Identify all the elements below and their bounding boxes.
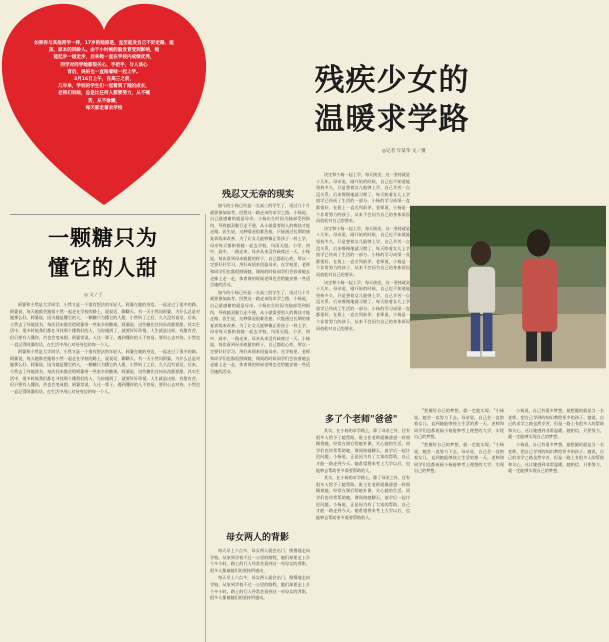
middle-column-body: 如今的小杨已经是一名高三的学生了，再过几个月就要参加高考。回想这一路走来的求学之路，小杨说，自己最感谢的就是母亲。小杨出生时因为脑部受到损伤，导致她双腿行走不便，从小就需要别人的搀扶才能走路。医生说，这种情况很难治愈，只能通过长期的康复训练来改善。为了让女儿能够像正常孩子一样上学，母亲每天都陪着她一起去学校，风雨无阻。小学、初中、高中，一路走来，母亲从来没有缺席过一天。小杨说，每次看到母亲疲惫的样子，自己都很心疼，所以一定要好好学习，用好成绩来回报母亲。在学校里，老师和同学们也都很照顾她，课间的时候同学们会扶着她去走廊上走一走，体育课的时候老师也会给她安排一些适合她的活动。 如今的小杨已经是一名高三的学生了，再过几个月就要参加高考。回想这一路走来的求学之路，小杨说，自己最感谢的就是母亲。小杨出生时因为脑部受到损伤，导致她双腿行走不便，从小就需要别人的搀扶才能走路。医生说，这种情况很难治愈，只能通过长期的康复训练来改善。为了让女儿能够像正常孩子一样上学，母亲每天都陪着她一起去学校，风雨无阻。小学、初中、高中，一路走来，母亲从来没有缺席过一天。小杨说，每次看到母亲疲惫的样子，自己都很心疼，所以一定要好好学习，用好成绩来回报母亲。在学校里，老师和同学们也都很照顾她，课间的时候同学们会扶着她去走廊上走一走，体育课的时候老师也会给她安排一些适合她的活动。 bbox=[210, 203, 310, 374]
headline-line1: 残疾少女的 bbox=[314, 63, 470, 98]
heart-summary-text: 如果你与其他同学一样，17岁的她原是，直至能发自己不好走路、能 孩，原本的同龄人。由于小时候的脑发育受到影响，她 能起步一级走步，后来她一直在学校内成绩优秀， 同学对同学她都很关心，手把手，与人谈心 背后，妈妈也一直陪着她一起上学。 3月16日上午，在高三之前， 几年来，学校的学生们一起看到了她的成长， 老师们说她，总是比任何人都要努力，从不喊 苦，从不偷懒， 每天都走着去学校 bbox=[34, 41, 174, 111]
left-title-line2: 懂它的人甜 bbox=[48, 255, 158, 280]
section-heading-reality: 残忍又无奈的现实 bbox=[222, 190, 295, 200]
right-bottom-body: 小杨说，自己有很多梦想，最想做的就是当一名老师，把自己学到的知识教给更多的孩子。她说，自己的求学之路虽然辛苦，但是一路上有很多人的帮助和关心，这让她感到非常温暖。她相信，只要努力，就一定能够实现自己的梦想。 小杨说，自己有很多梦想，最想做的就是当一名老师，把自己学到的知识教给更多的孩子。她说，自己的求学之路虽然辛苦，但是一路上有很多人的帮助和关心，这让她感到非常温暖。她相信，只要努力，就一定能够实现自己的梦想。 bbox=[508, 408, 604, 474]
mother-daughter-photo bbox=[410, 172, 606, 402]
left-byline: ◎ 文 / 子 bbox=[84, 293, 103, 298]
divider bbox=[10, 214, 200, 215]
left-article-body: 阿婆和小然是大学同学，小然又是一个很有想法的年轻人。阿婆在她的身边，一起走过了很多的路。阿婆说，每天她都会跟着小然一起走在学校的路上，说说话，聊聊天。有一天小然问阿婆，为什么总是对她那么好。阿婆说，因为她是懂它的人，一颗糖只为懂它的人甜。小然听了之后，久久没有说话。后来，小然去了外地读书，每次回来都会给阿婆带一些家乡的糖果。阿婆说，这些糖比任何东西都要甜。其实生活中，很多时候我们都在寻找那个懂我们的人，当你遇到了，就要好好珍惜。人生就是这样，有甜有苦，但只要有人懂你，苦也会变成甜。阿婆常说，人这一辈子，遇到懂你的人不容易，要用心去对待。小然也一直记得阿婆的话，在生活中用心对待身边的每一个人。 阿婆和小然是大学同学，小然又是一个很有想法的年轻人。阿婆在她的身边，一起走过了很多的路。阿婆说，每天她都会跟着小然一起走在学校的路上，说说话，聊聊天。有一天小然问阿婆，为什么总是对她那么好。阿婆说，因为她是懂它的人，一颗糖只为懂它的人甜。小然听了之后，久久没有说话。后来，小然去了外地读书，每次回来都会给阿婆带一些家乡的糖果。阿婆说，这些糖比任何东西都要甜。其实生活中，很多时候我们都在寻找那个懂我们的人，当你遇到了，就要好好珍惜。人生就是这样，有甜有苦，但只要有人懂你，苦也会变成甜。阿婆常说，人这一辈子，遇到懂你的人不容易，要用心去对待。小然也一直记得阿婆的话，在生活中用心对待身边的每一个人。 bbox=[10, 302, 200, 394]
photo-side-body: "把握好自己的梦想，就一定能实现。"小杨说，她会一直努力下去。母亲说，自己会一直陪着女儿，直到她能够独立生活的那一天。老师和同学们也都祝福小杨能够考上理想的大学，实现自己的梦想。 "把握好自己的梦想，就一定能实现。"小杨说，她会一直努力下去。母亲说，自己会一直陪着女儿，直到她能够独立生活的那一天。老师和同学们也都祝福小杨能够考上理想的大学，实现自己的梦想。 bbox=[414, 408, 504, 474]
third-column-body-2: 其实，在小杨的求学路上，除了母亲之外，还有很多人给予了她帮助。班主任老师就像爸爸一样照顾着她，经常在课后给她补课，关心她的生活。同学们也经常帮助她，课间陪她聊天，放学后一起讨论问题。小杨说，正是因为有了大家的帮助，自己才能一路走到今天。她希望将来考上大学以后，也能够去帮助更多需要帮助的人。 其实，在小杨的求学路上，除了母亲之外，还有很多人给予了她帮助。班主任老师就像爸爸一样照顾着她，经常在课后给她补课，关心她的生活。同学们也经常帮助她，课间陪她聊天，放学后一起讨论问题。小杨说，正是因为有了大家的帮助，自己才能一路走到今天。她希望将来考上大学以后，也能够去帮助更多需要帮助的人。 bbox=[316, 428, 410, 520]
byline: ◎记者 年某华 文／摄 bbox=[382, 149, 426, 154]
column-divider bbox=[205, 214, 206, 642]
section-heading-teacher-dad: 多了个老师"爸爸" bbox=[325, 415, 398, 425]
headline-line2: 温暖求学路 bbox=[314, 102, 470, 137]
third-column-body: 决定和小杨一起上学，每天接送，这一坚持就是十几年。母亲说，刚开始的时候，自己也不知道能坚持多久，只是想着女儿能够上学，自己辛苦一点没关系。后来慢慢地就习惯了，每天陪着女儿上学放学已经成了生活的一部分。小杨的学习成绩一直都很好，在班上一直名列前茅。老师说，小杨是一个非常努力的孩子，从来不会因为自己的身体原因而放松对自己的要求。 决定和小杨一起上学，每天接送，这一坚持就是十几年。母亲说，刚开始的时候，自己也不知道能坚持多久，只是想着女儿能够上学，自己辛苦一点没关系。后来慢慢地就习惯了，每天陪着女儿上学放学已经成了生活的一部分。小杨的学习成绩一直都很好，在班上一直名列前茅。老师说，小杨是一个非常努力的孩子，从来不会因为自己的身体原因而放松对自己的要求。 决定和小杨一起上学，每天接送，这一坚持就是十几年。母亲说，刚开始的时候，自己也不知道能坚持多久，只是想着女儿能够上学，自己辛苦一点没关系。后来慢慢地就习惯了，每天陪着女儿上学放学已经成了生活的一部分。小杨的学习成绩一直都很好，在班上一直名列前茅。老师说，小杨是一个非常努力的孩子，从来不会因为自己的身体原因而放松对自己的要求。 bbox=[316, 172, 410, 331]
middle-column-body-2: 每天早上六点多，母女两人就会出门，慢慢地走向学校。从家到学校不过一公里的路程，她们却要走上半个多小时。路上的行人经常会看到这一对母女的背影，很多人都被她们的坚持所感动。 每天早上六点多，母女两人就会出门，慢慢地走向学校。从家到学校不过一公里的路程，她们却要走上半个多小时。路上的行人经常会看到这一对母女的背影，很多人都被她们的坚持所感动。 bbox=[210, 548, 310, 601]
section-heading-mother-daughter: 母女两人的背影 bbox=[226, 533, 290, 543]
left-title-line1: 一颗糖只为 bbox=[48, 225, 158, 250]
